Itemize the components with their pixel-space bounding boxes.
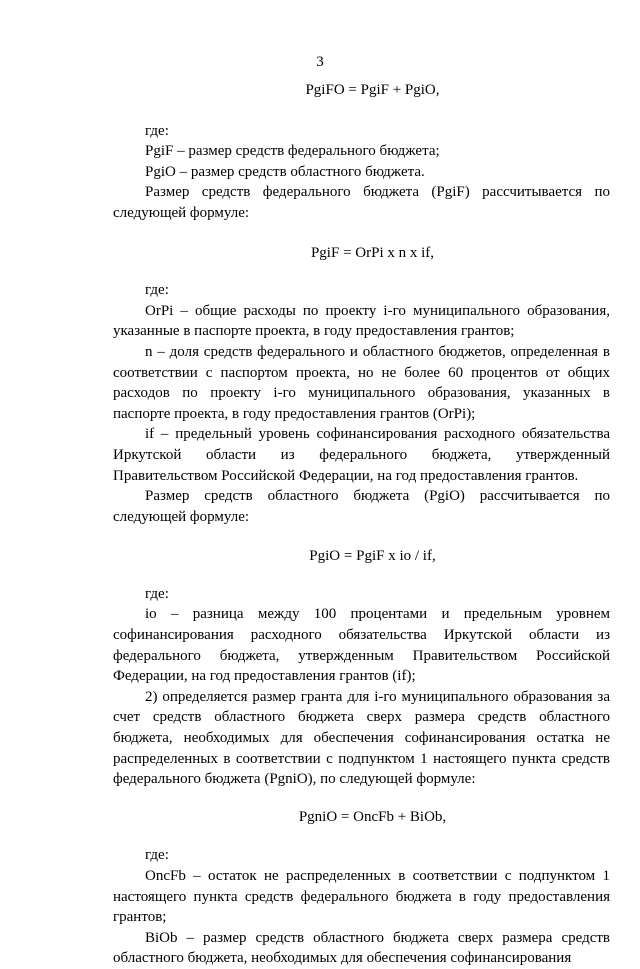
paragraph-item-2: 2) определяется размер гранта для i-го муниципального образования за счет средств областного бюджета сверх размера средств областного бюджета, необходимых для обеспечения софинансирования остатка не распределенных в соответствии с подпунктом 1 настоящего пункта средств федерального бюджета (PgniO), по следующей формуле:	[113, 688, 610, 788]
definition-io: io – разница между 100 процентами и предельным уровнем софинансирования расходного обязательства Иркутской области из федерального бюджета, утвержденным Правительством Российской Федерации, на год предоставления грантов (if);	[113, 606, 610, 685]
where-label: где:	[145, 122, 169, 139]
where-label: где:	[145, 282, 169, 299]
formula-pgif: PgiF = OrPi x n x if,	[310, 244, 435, 261]
definition-biob: BiOb – размер средств областного бюджета сверх размера средств областного бюджета, необходимых для обеспечения софинансирования	[113, 929, 610, 967]
document-body	[113, 80, 610, 969]
paragraph-pgif-calculation: Размер средств федерального бюджета (PgiF) рассчитывается по следующей формуле:	[113, 184, 610, 221]
definition-pgio: PgiO – размер средств областного бюджета.	[145, 163, 425, 180]
where-label: где:	[145, 847, 169, 864]
definition-if: if – предельный уровень софинансирования расходного обязательства Иркутской области из федерального бюджета, утвержденный Правительством Российской Федерации, на год предоставления грантов.	[113, 426, 610, 484]
paragraph-pgio-calculation: Размер средств областного бюджета (PgiO) рассчитывается по следующей формуле:	[113, 488, 610, 525]
where-label: где:	[145, 585, 169, 602]
formula-pgnio: PgniO = OncFb + BiOb,	[298, 808, 447, 825]
page-number: 3	[316, 54, 324, 70]
formula-pgifo: PgiFO = PgiF + PgiO,	[305, 82, 440, 98]
definition-n: n – доля средств федерального и областного бюджетов, определенная в соответствии с паспортом проекта, но не более 60 процентов от общих расходов по проекту i-го муниципального образования, указанных в паспорте проекта, в году предоставления грантов (OrPi);	[113, 343, 610, 422]
formula-pgio: PgiO = PgiF x io / if,	[309, 548, 436, 565]
definition-orpi: OrPi – общие расходы по проекту i-го муниципального образования, указанные в паспорте проекта, в году предоставления грантов;	[113, 302, 610, 340]
definition-pgif: PgiF – размер средств федерального бюджета;	[145, 143, 440, 160]
definition-oncfb: OncFb – остаток не распределенных в соответствии с подпунктом 1 настоящего пункта средств федерального бюджета в году предоставления грантов;	[113, 868, 610, 926]
